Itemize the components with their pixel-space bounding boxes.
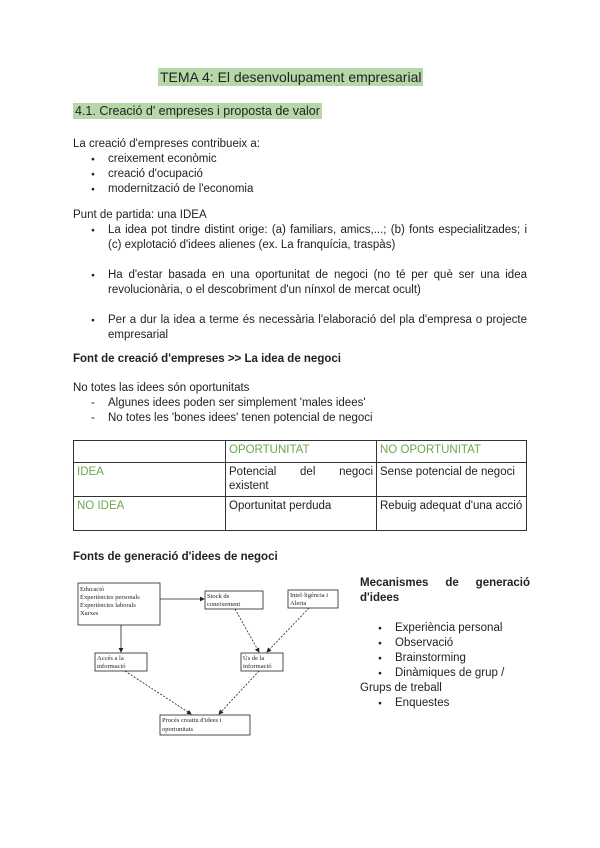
- svg-text:oportunitats: oportunitats: [162, 726, 194, 733]
- svg-text:Experiències personals: Experiències personals: [80, 594, 140, 601]
- list-item: ● creixement econòmic: [73, 152, 533, 167]
- table-row-label: NO IDEA: [74, 497, 226, 531]
- svg-text:Educació: Educació: [80, 586, 105, 593]
- svg-text:Intel·ligència i: Intel·ligència i: [290, 592, 329, 599]
- font-heading: Font de creació d'empreses >> La idea de negoci: [73, 353, 341, 365]
- list-item: ● Per a dur la idea a terme és necessària l'elaboració del pla d'empresa o projecte empresarial: [73, 313, 527, 343]
- table-row: [74, 497, 527, 531]
- list-item: ● La idea pot tindre distint orige: (a) familiars, amics,...; (b) fonts especialitzades; i (c) explotació d'idees alienes (ex. La franquícia, traspàs): [73, 223, 527, 253]
- diagram-box-us: [241, 653, 283, 671]
- creacio-intro: La creació d'empreses contribueix a:: [73, 138, 260, 150]
- svg-text:Accés a la: Accés a la: [97, 655, 124, 662]
- table-header-cell: OPORTUNITAT: [226, 441, 377, 463]
- list-item: ● Dinàmiques de grup /: [360, 666, 530, 681]
- table-row: [74, 463, 527, 497]
- diagram-box-educacio: [78, 583, 160, 625]
- list-item: - No totes les 'bones idees' tenen potencial de negoci: [73, 411, 533, 426]
- creacio-block: [73, 137, 533, 197]
- table-cell: Sense potencial de negoci: [377, 463, 527, 497]
- table-cell: Potencial del negoci existent: [226, 463, 377, 497]
- svg-text:informació: informació: [97, 663, 126, 670]
- list-item: ● modernització de l'economia: [73, 182, 533, 197]
- table-cell: [74, 441, 226, 463]
- oportunitats-list: [73, 396, 533, 426]
- list-item: ● Enquestes: [360, 696, 530, 711]
- table-header-cell: NO OPORTUNITAT: [377, 441, 527, 463]
- table-cell: Rebuig adequat d'una acció: [377, 497, 527, 531]
- diagram-box-proces: [160, 715, 250, 735]
- svg-text:Experiències laborals: Experiències laborals: [80, 602, 136, 609]
- oportunitat-table: [73, 440, 527, 531]
- page-title: TEMA 4: El desenvolupament empresarial: [160, 69, 422, 85]
- mecanismes-heading: Mecanismes de generació d'idees: [360, 577, 530, 604]
- diagram-box-acces: [95, 653, 147, 671]
- idea-generation-diagram: [73, 577, 353, 747]
- fonts-heading: Fonts de generació d'idees de negoci: [73, 551, 278, 563]
- list-item: ● Experiència personal: [360, 621, 530, 636]
- list-item: ● Observació: [360, 636, 530, 651]
- creacio-list: [73, 152, 533, 197]
- list-item: ● Brainstorming: [360, 651, 530, 666]
- section-heading: 4.1. Creació d' empreses i proposta de valor: [75, 104, 320, 118]
- table-row: [74, 441, 527, 463]
- svg-text:Procés creatiu d'idees i: Procés creatiu d'idees i: [162, 717, 222, 724]
- punt-list: [73, 223, 527, 343]
- table-cell: Oportunitat perduda: [226, 497, 377, 531]
- diagram-box-stock: [205, 591, 263, 609]
- list-item: - Algunes idees poden ser simplement 'males idees': [73, 396, 533, 411]
- oportunitats-intro: No totes las idees són oportunitats: [73, 382, 250, 394]
- list-item: ● creació d'ocupació: [73, 167, 533, 182]
- mecanismes-list: [360, 621, 530, 681]
- diagram-arrows: [121, 599, 309, 714]
- punt-intro: Punt de partida: una IDEA: [73, 209, 207, 221]
- svg-text:informació: informació: [243, 663, 272, 670]
- svg-text:Xarxes: Xarxes: [80, 610, 99, 617]
- list-item: ● Ha d'estar basada en una oportunitat de negoci (no té per què ser una idea revolucionària, o el descobriment d'un nínxol de mercat ocult): [73, 268, 527, 298]
- table-row-label: IDEA: [74, 463, 226, 497]
- svg-text:coneixement: coneixement: [207, 601, 241, 608]
- mecanismes-continuation: Grups de treball: [360, 682, 442, 694]
- svg-text:Stock de: Stock de: [207, 593, 230, 600]
- diagram-box-intelligencia: [288, 590, 338, 608]
- mecanismes-block: [360, 576, 530, 711]
- mecanismes-list-last: [360, 696, 530, 711]
- svg-text:Ús de la: Ús de la: [243, 655, 265, 662]
- svg-text:Alerta: Alerta: [290, 600, 307, 607]
- oportunitats-block: [73, 381, 533, 426]
- punt-block: [73, 208, 527, 343]
